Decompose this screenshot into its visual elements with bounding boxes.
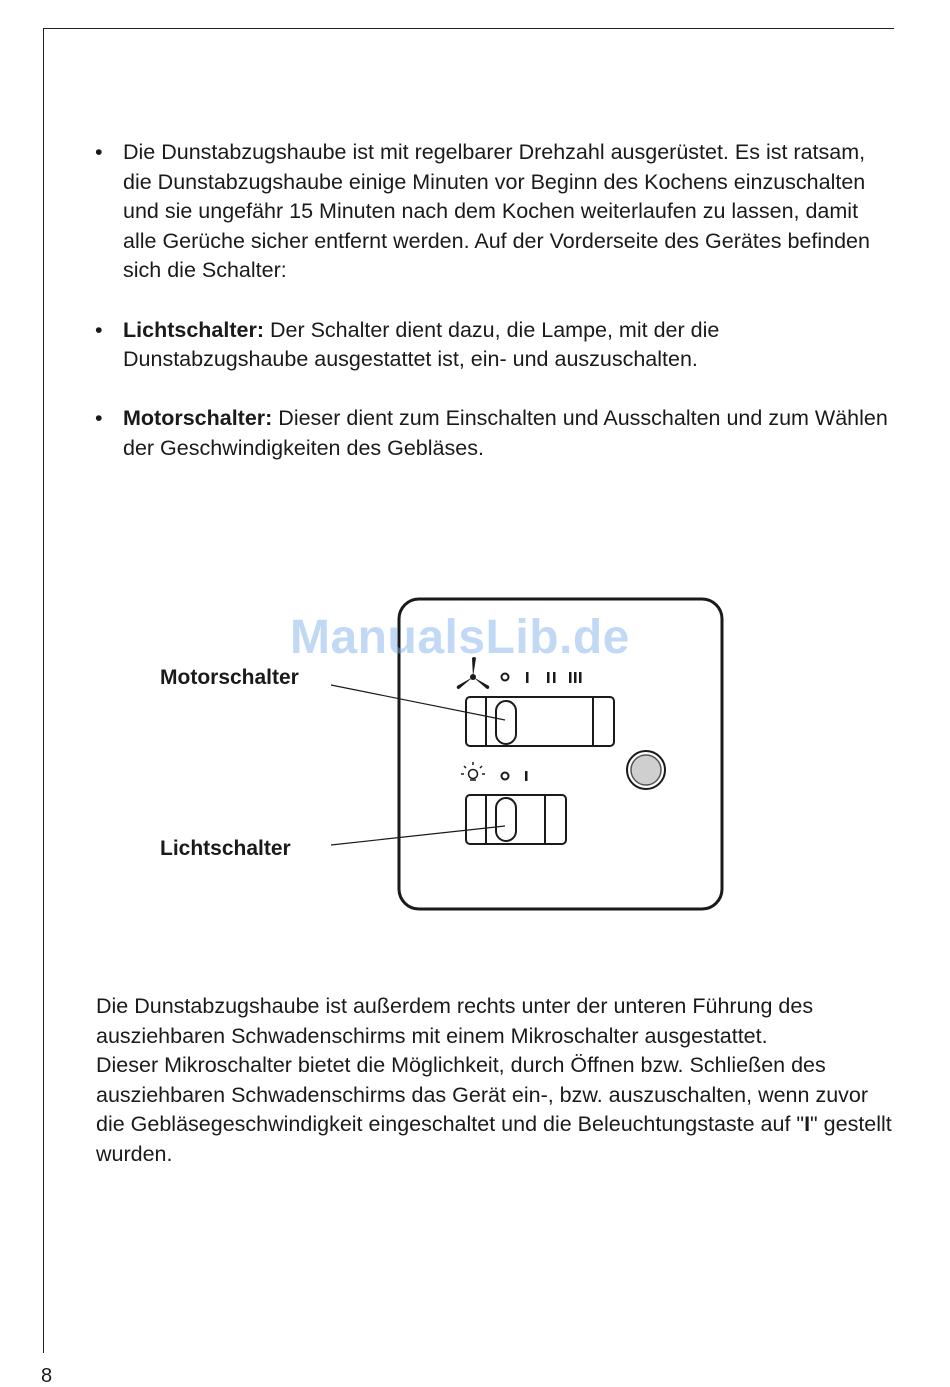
motor-position-3	[569, 672, 582, 683]
bullet-dot: •	[95, 317, 103, 342]
motor-switch-knob[interactable]	[496, 701, 516, 744]
bullet-dot: •	[95, 406, 103, 431]
paragraph-bold-i: I	[804, 1112, 811, 1137]
motor-switch-label: Motorschalter	[160, 666, 299, 689]
bullet-text: Dieser dient zum Einschalten und Ausschalten und zum Wählen der Geschwindigkeiten des Gebläses.	[123, 406, 888, 460]
bullet-dot: •	[95, 140, 103, 164]
page-number: 8	[41, 1365, 53, 1387]
light-switch[interactable]	[466, 795, 566, 844]
microswitch-paragraph	[96, 992, 896, 1170]
paragraph-part-a: Die Dunstabzugshaube ist außerdem rechts unter der unteren Führung des ausziehbaren Schwadenschirms mit einem Mikroschalter ausgestattet.	[96, 994, 814, 1048]
list-item	[95, 316, 895, 375]
light-position-1	[525, 771, 528, 781]
motor-position-1	[526, 672, 529, 683]
page-border-top	[43, 28, 894, 29]
feature-list	[95, 138, 895, 493]
list-item	[95, 404, 895, 463]
bullet-text: Der Schalter dient dazu, die Lampe, mit der die Dunstabzugshaube ausgestattet ist, ein- und auszuschalten.	[123, 317, 720, 372]
paragraph-part-b: Dieser Mikroschalter bietet die Möglichkeit, durch Öffnen bzw. Schließen des ausziehbaren Schwadenschirms das Gerät ein-, bzw. auszuschalten, wenn zuvor die Gebläsegeschwindigkeit eingeschaltet und die Beleuchtungstaste auf "	[96, 1053, 869, 1137]
watermark: ManualsLib.de	[290, 611, 630, 664]
light-switch-label: Lichtschalter	[160, 837, 291, 860]
paragraph-part-c: " gestellt wurden.	[96, 1112, 892, 1166]
light-switch-knob[interactable]	[496, 798, 516, 841]
bullet-term: Motorschalter:	[123, 406, 273, 431]
list-item	[95, 138, 895, 286]
bullet-term: Lichtschalter:	[123, 317, 264, 342]
bullet-text: Die Dunstabzugshaube ist mit regelbarer Drehzahl ausgerüstet. Es ist ratsam, die Dunstabzugshaube einige Minuten vor Beginn des Kochens einzuschalten und sie ungefähr 15 Minuten nach dem Kochen weiterlaufen zu lassen, damit alle Gerüche sicher entfernt werden. Auf der Vorderseite des Gerätes befinden sich die Schalter:	[123, 140, 870, 283]
indicator-lamp	[631, 755, 661, 785]
motor-switch[interactable]	[466, 697, 614, 746]
